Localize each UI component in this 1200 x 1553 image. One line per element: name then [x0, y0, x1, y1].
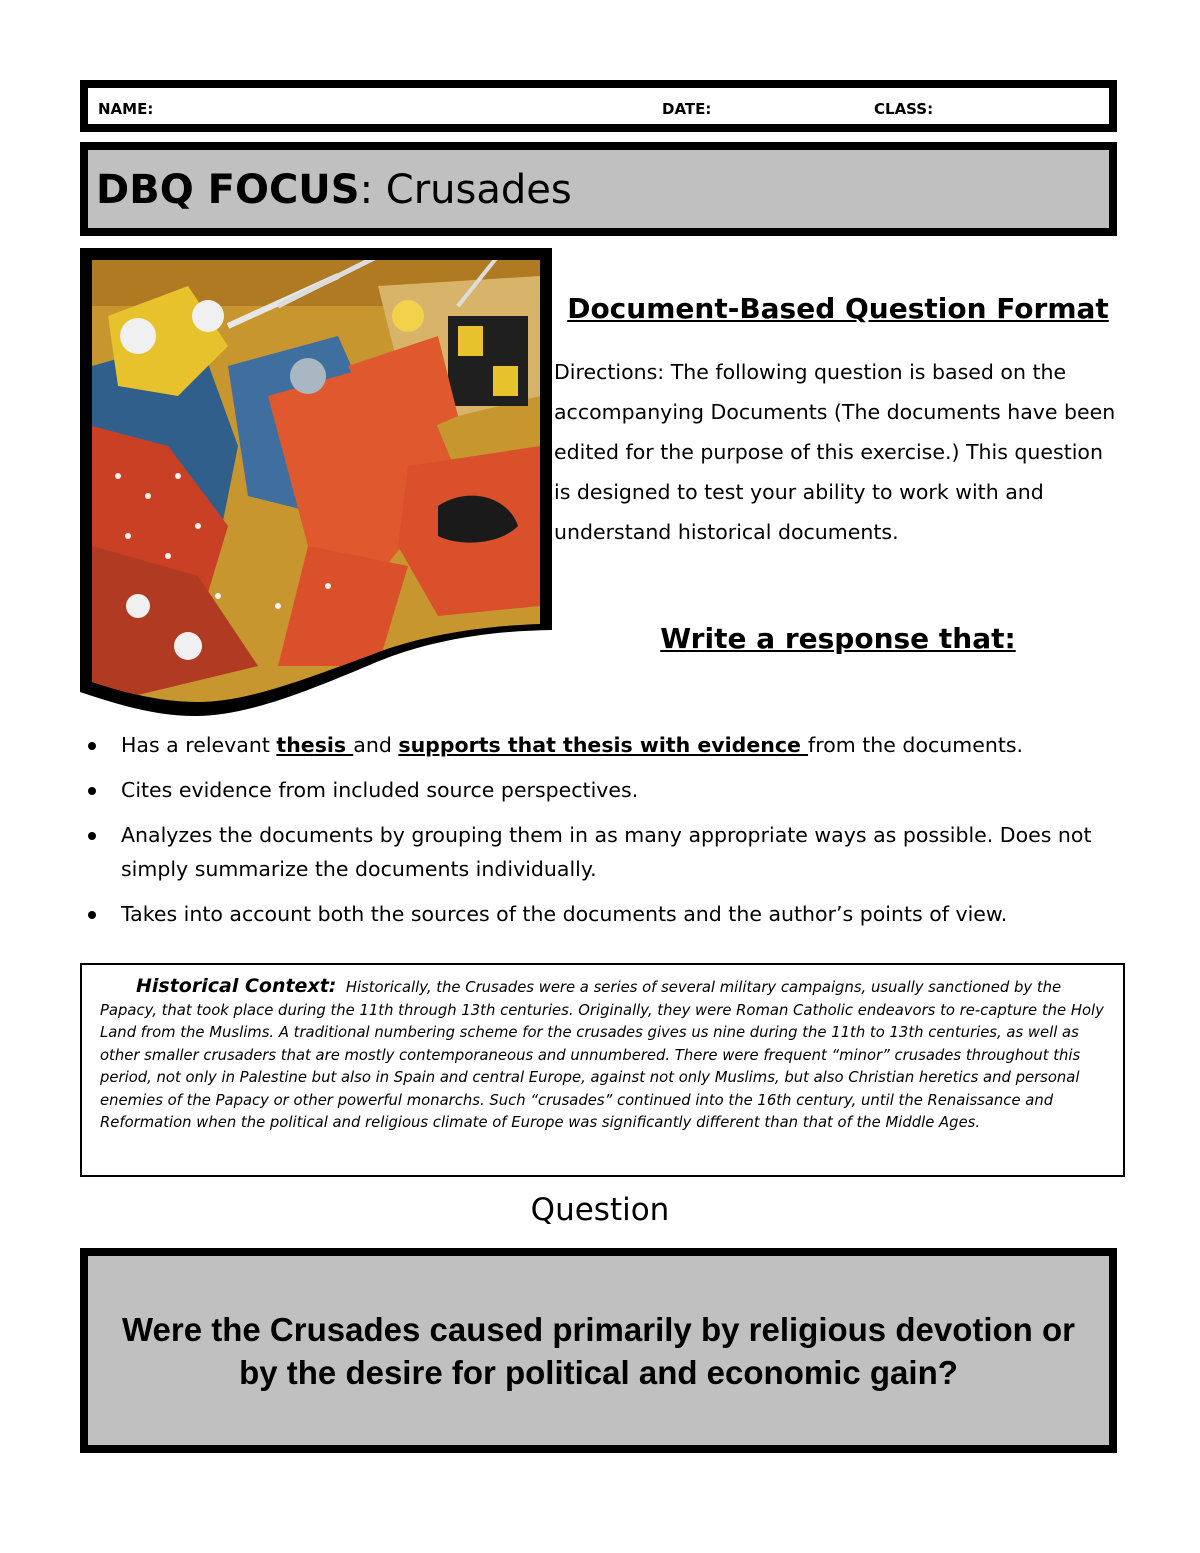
thesis-emphasis: thesis	[276, 733, 354, 757]
list-item: Analyzes the documents by grouping them in as many appropriate ways as possible. Does not simply summarize the documents individually.	[84, 818, 1134, 886]
bullet-text: Has a relevant	[121, 733, 277, 757]
format-heading: Document-Based Question Format	[567, 292, 1109, 325]
class-label: CLASS:	[874, 100, 934, 118]
supports-emphasis: supports that thesis with evidence	[398, 733, 809, 757]
page-title-topic: : Crusades	[359, 167, 572, 213]
page-title-bold: DBQ FOCUS	[96, 167, 360, 213]
list-item	[84, 728, 1134, 762]
question-label: Question	[530, 1192, 670, 1228]
student-info-bar	[80, 80, 1117, 132]
date-label: DATE:	[662, 100, 712, 118]
bullet-text: from the documents.	[808, 733, 1024, 757]
crusade-battle-illustration	[78, 246, 552, 720]
bullet-text: and	[353, 733, 399, 757]
name-label: NAME:	[98, 100, 154, 118]
context-text: Historically, the Crusades were a series of several military campaigns, usually sanctioned by the Papacy, that took place during the 11th through 13th centuries. Originally, they were Roman Catholic endeavors to re-capture the Holy Land from the Muslims. A traditional numbering scheme for the crusades gives us nine during the 11th to 13th centuries, as well as other smaller crusaders that are mostly contemporaneous and unnumbered. There were frequent “minor” crusades throughout this period, not only in Palestine but also in Spain and central Europe, against not only Muslims, but also Christian heretics and personal enemies of the Papacy or other powerful monarchs. Such “crusades” continued into the 16th century, until the Renaissance and Reformation when the political and religious climate of Europe was significantly different than that of the Middle Ages.	[100, 979, 1104, 1131]
list-item: Takes into account both the sources of the documents and the author’s points of view.	[84, 897, 1134, 931]
context-label: Historical Context:	[136, 975, 337, 997]
response-requirements-list	[84, 728, 1134, 942]
directions-text: Directions: The following question is based on the accompanying Documents (The documents have been edited for the purpose of this exercise.) This question is designed to test your ability to work with and understand historical documents.	[554, 360, 1116, 544]
historical-context-box	[80, 963, 1125, 1177]
battle-scene-image	[78, 246, 552, 720]
question-text: Were the Crusades caused primarily by religious devotion or by the desire for political and economic gain?	[121, 1310, 1075, 1391]
page-title	[80, 142, 1117, 236]
question-box	[80, 1248, 1117, 1453]
list-item: Cites evidence from included source perspectives.	[84, 773, 1134, 807]
response-heading: Write a response that:	[660, 622, 1016, 655]
